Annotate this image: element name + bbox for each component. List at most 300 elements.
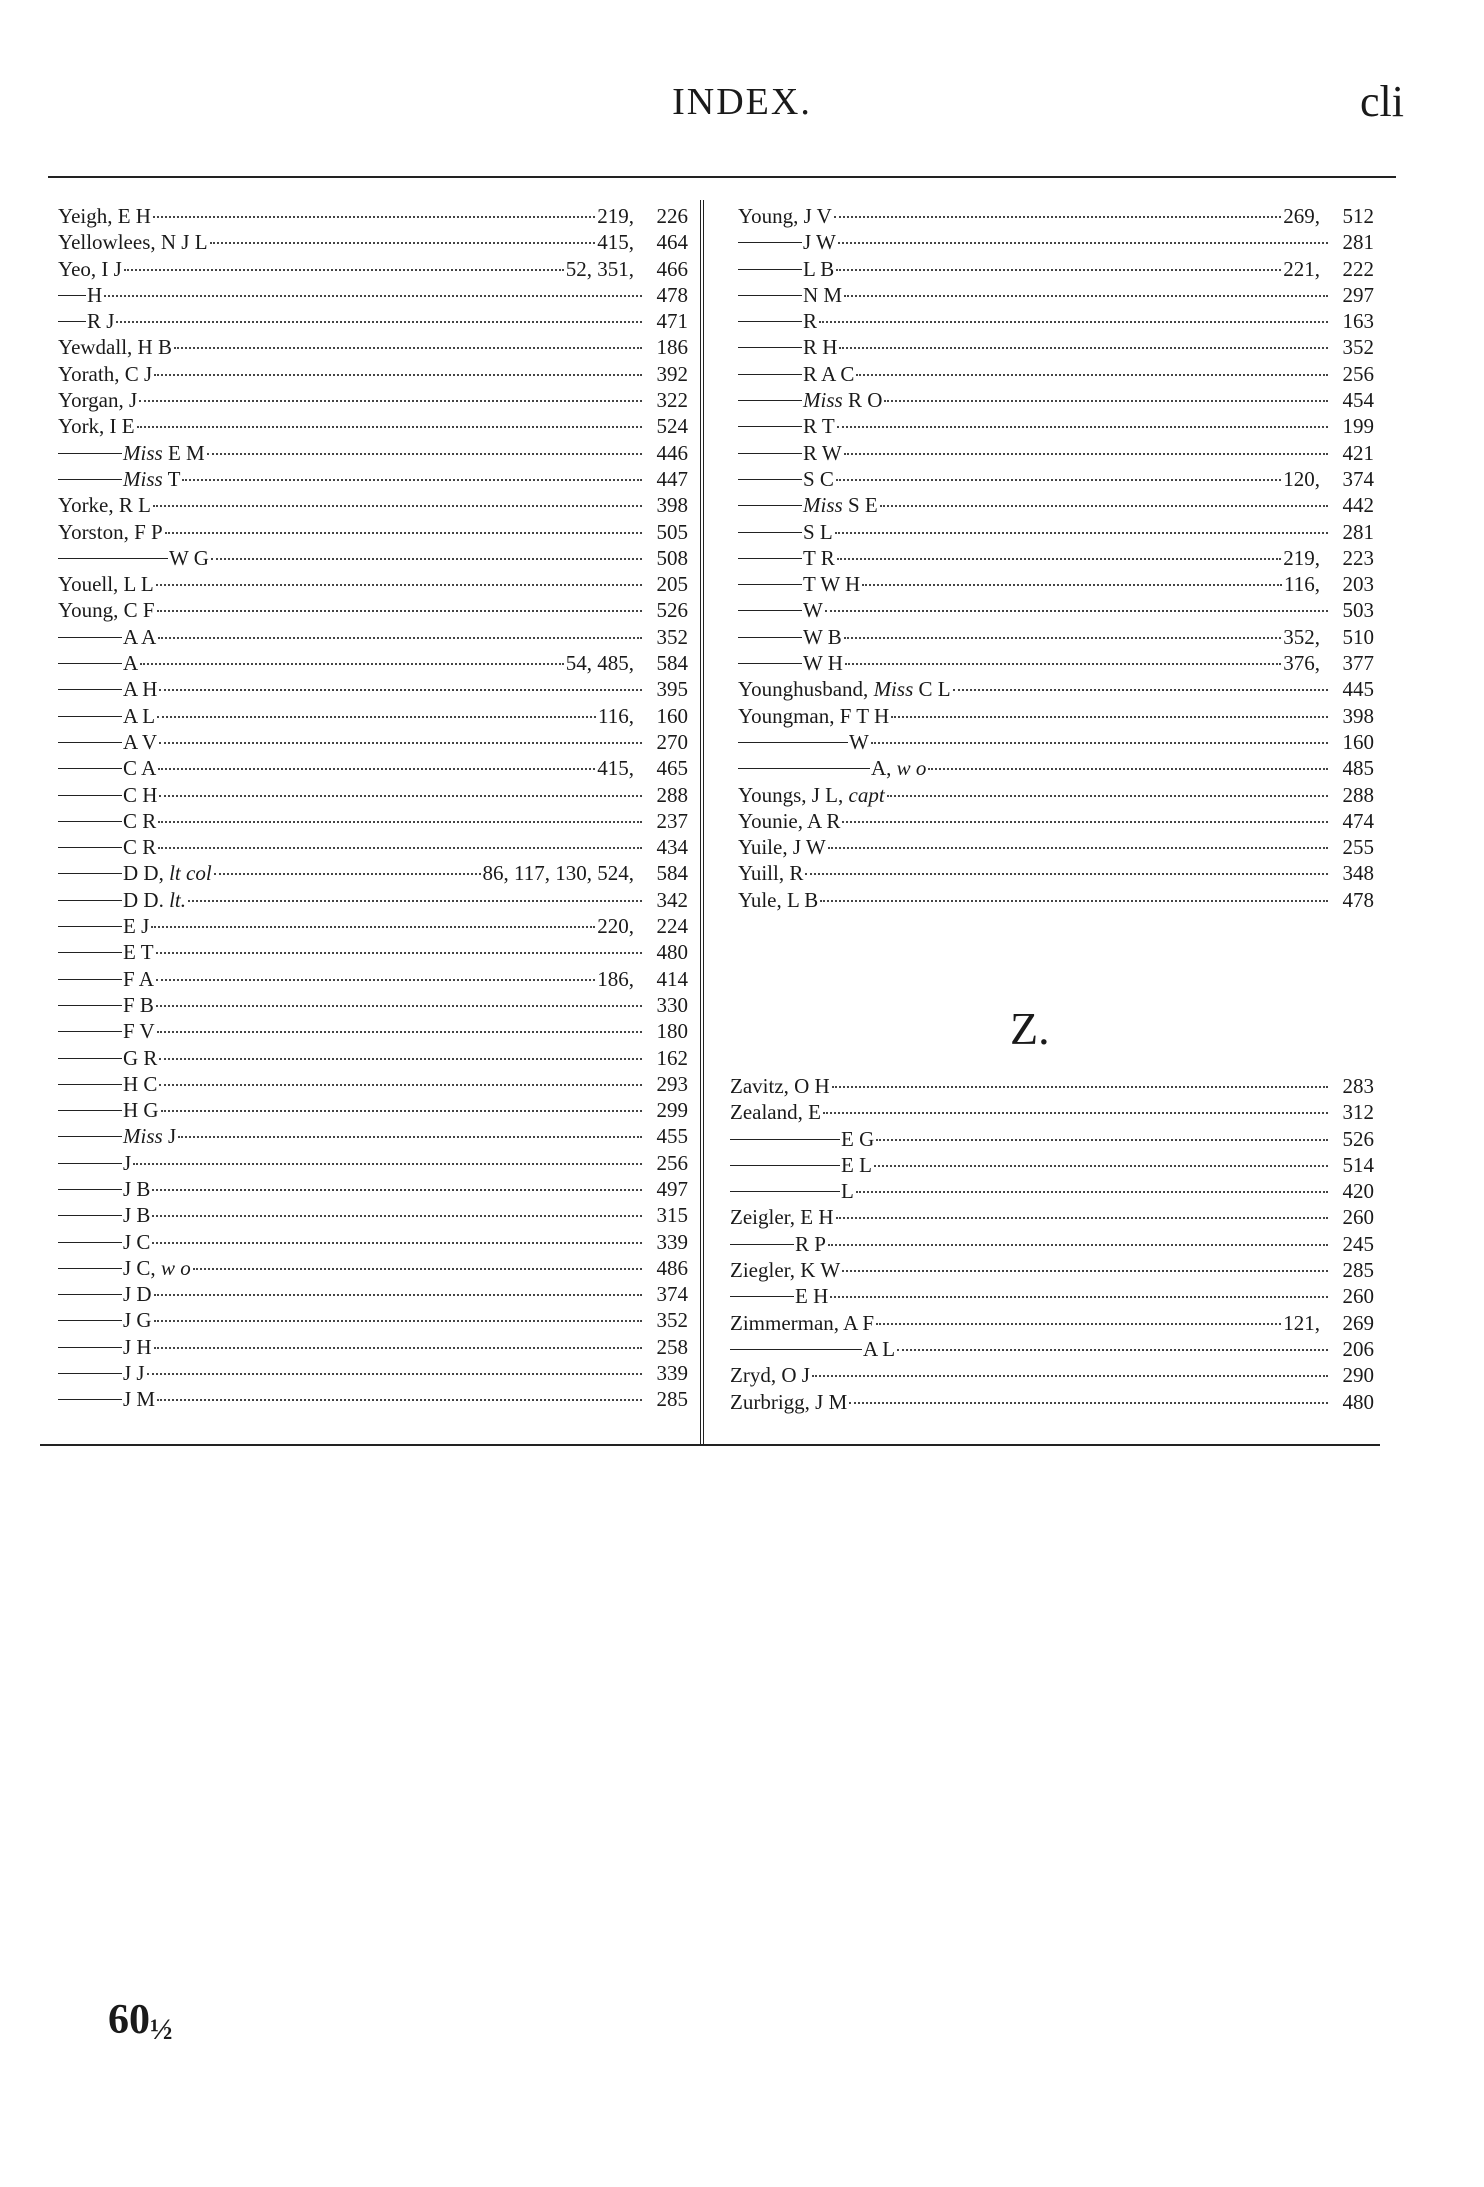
footer-rule (40, 1444, 1380, 1446)
entry-page: 478 (1342, 887, 1374, 912)
dot-leader (159, 689, 642, 691)
entry-pages: 415, (597, 756, 634, 781)
index-entry (58, 1098, 688, 1124)
ditto-dash (58, 1347, 122, 1348)
ditto-dash (738, 742, 848, 743)
dot-leader (837, 558, 1282, 560)
ditto-dash (58, 952, 122, 953)
entry-name-text: D D, (123, 861, 164, 886)
entry-name (123, 1124, 176, 1149)
entry-name (123, 809, 156, 834)
index-entry (58, 414, 688, 440)
index-entry (58, 993, 688, 1019)
index-entry (58, 1282, 688, 1308)
entry-page: 465 (656, 756, 688, 781)
dot-leader (154, 1320, 642, 1322)
index-entry (58, 1019, 688, 1045)
entry-name-text: S C (803, 466, 834, 491)
entry-name (803, 493, 878, 518)
entry-page: 447 (656, 466, 688, 491)
entry-name-text: A L (123, 703, 156, 728)
dot-leader (214, 873, 481, 875)
dot-leader (820, 900, 1328, 902)
entry-name-text: H (87, 282, 103, 307)
index-entry (58, 756, 688, 782)
index-entry (730, 1205, 1374, 1231)
entry-name-text: Zryd, O J (730, 1363, 810, 1388)
dot-leader (876, 1139, 1328, 1141)
entry-name (123, 467, 180, 492)
dot-leader (156, 1005, 642, 1007)
entry-name (730, 1205, 834, 1230)
entry-name (123, 1230, 150, 1255)
entry-name (123, 1046, 157, 1071)
entry-name (803, 651, 843, 676)
entry-name (123, 1361, 145, 1386)
index-entry (58, 1124, 688, 1150)
ditto-dash (58, 453, 122, 454)
entry-name (738, 835, 826, 860)
index-entry (738, 414, 1374, 440)
ditto-dash (738, 453, 802, 454)
entry-page: 285 (1342, 1258, 1374, 1283)
index-entry (58, 809, 688, 835)
ditto-dash (738, 505, 802, 506)
entry-name-text: L (841, 1179, 854, 1204)
entry-page: 163 (1342, 309, 1374, 334)
ditto-dash (58, 768, 122, 769)
entry-name-text: Zurbrigg, J M (730, 1389, 848, 1414)
entry-name (123, 704, 155, 729)
entry-name (123, 1177, 150, 1202)
dot-leader (839, 347, 1328, 349)
dot-leader (876, 1323, 1281, 1325)
entry-page: 584 (656, 651, 688, 676)
ditto-dash (58, 821, 122, 822)
entry-page: 478 (656, 282, 688, 307)
entry-name-text: F V (123, 1019, 155, 1044)
index-entry (738, 625, 1374, 651)
entry-name (123, 677, 157, 702)
entry-page: 290 (1342, 1363, 1374, 1388)
entry-name-text: Yuill, R (738, 861, 804, 886)
ditto-dash (58, 321, 86, 322)
entry-page: 466 (656, 256, 688, 281)
dot-leader (837, 426, 1328, 428)
entry-name (123, 1151, 131, 1176)
dot-leader (812, 1375, 1328, 1377)
entry-name (123, 756, 156, 781)
entry-name (123, 940, 154, 965)
entry-page: 508 (656, 545, 688, 570)
ditto-dash (58, 1268, 122, 1269)
ditto-dash (58, 1163, 122, 1164)
entry-page: 270 (656, 729, 688, 754)
dot-leader (832, 1086, 1328, 1088)
entry-page: 330 (656, 992, 688, 1017)
entry-page: 421 (1342, 440, 1374, 465)
ditto-dash (58, 716, 122, 717)
entry-pages: 219, (597, 204, 634, 228)
page-title: INDEX. (672, 81, 812, 123)
entry-title: Miss (123, 466, 163, 491)
index-entry (58, 283, 688, 309)
entry-page: 377 (1342, 651, 1374, 676)
entry-page: 281 (1342, 519, 1374, 544)
dot-leader (805, 873, 1328, 875)
entry-name (58, 204, 151, 229)
entry-name-text: R T (803, 414, 835, 439)
dot-leader (207, 453, 642, 455)
entry-name-text: E T (123, 940, 154, 965)
entry-page: 281 (1342, 230, 1374, 255)
index-entry (58, 493, 688, 519)
entry-title: Miss (873, 677, 914, 702)
index-entry (738, 309, 1374, 335)
index-entry (738, 651, 1374, 677)
dot-leader (174, 347, 642, 349)
entry-name (123, 1256, 191, 1281)
dot-leader (157, 610, 643, 612)
dot-leader (152, 1242, 642, 1244)
index-entry (738, 835, 1374, 861)
entry-name-text: R W (803, 440, 842, 465)
index-entry (58, 546, 688, 572)
dot-leader (158, 847, 642, 849)
index-entry (730, 1074, 1374, 1100)
entry-page: 512 (1342, 204, 1374, 228)
entry-name-text: Young, J V (738, 204, 832, 228)
entry-name (863, 1337, 895, 1362)
entry-page: 260 (1342, 1284, 1374, 1309)
ditto-dash (738, 479, 802, 480)
entry-name (123, 1387, 155, 1412)
dot-leader (156, 952, 642, 954)
entry-name-text: Yorston, F P (58, 519, 163, 544)
ditto-dash (58, 1189, 122, 1190)
entry-page: 480 (656, 940, 688, 965)
entry-name-text: Zeigler, E H (730, 1205, 834, 1230)
index-entry (58, 204, 688, 230)
dot-leader (188, 900, 642, 902)
dot-leader (856, 1191, 1328, 1193)
dot-leader (165, 532, 642, 534)
dot-leader (157, 1399, 642, 1401)
entry-page: 486 (656, 1255, 688, 1280)
dot-leader (154, 374, 642, 376)
ditto-dash (738, 584, 802, 585)
entry-page: 256 (1342, 361, 1374, 386)
index-entry (58, 467, 688, 493)
entry-name (58, 598, 155, 623)
dot-leader (897, 1349, 1328, 1351)
entry-name-text: D D. (123, 887, 164, 912)
ditto-dash (738, 532, 802, 533)
entry-name-text: York, I E (58, 414, 135, 439)
entry-name-text: C R (123, 808, 157, 833)
entry-page: 398 (656, 493, 688, 518)
entry-page: 398 (1342, 703, 1374, 728)
dot-leader (158, 821, 642, 823)
entry-name (803, 441, 842, 466)
index-entry (58, 1203, 688, 1229)
entry-name-text: S E (847, 493, 878, 518)
entry-page: 160 (1342, 729, 1374, 754)
entry-name-text: J M (123, 1387, 156, 1412)
index-entry (58, 335, 688, 361)
entry-name (738, 861, 803, 886)
entry-name-text: R O (847, 388, 883, 413)
index-entry (738, 441, 1374, 467)
entry-page: 299 (656, 1098, 688, 1123)
dot-leader (158, 768, 595, 770)
entry-name-text: R (803, 309, 818, 334)
entry-name-text: Ziegler, K W (730, 1258, 841, 1283)
dot-leader (823, 1112, 1328, 1114)
entry-name-text: E G (841, 1126, 875, 1151)
index-entry (738, 467, 1374, 493)
entry-name-text: J B (123, 1176, 151, 1201)
entry-name (58, 520, 163, 545)
dot-leader (891, 716, 1328, 718)
index-entry (738, 756, 1374, 782)
dot-leader (825, 610, 1328, 612)
index-entry (730, 1153, 1374, 1179)
entry-name-text: Yorath, C J (58, 361, 153, 386)
entry-page: 205 (656, 572, 688, 597)
entry-name (58, 572, 154, 597)
entry-page: 245 (1342, 1231, 1374, 1256)
ditto-dash (58, 1084, 122, 1085)
index-entry (738, 204, 1374, 230)
entry-suffix: lt. (169, 887, 187, 912)
entry-name-text: Zealand, E (730, 1100, 821, 1125)
dot-leader (137, 426, 642, 428)
entry-pages: 269, (1283, 204, 1320, 228)
entry-page: 223 (1342, 545, 1374, 570)
ditto-dash (58, 1005, 122, 1006)
index-entry (738, 677, 1374, 703)
dot-leader (856, 374, 1328, 376)
entry-page: 526 (1342, 1126, 1374, 1151)
entry-name-text: Younghusband, (738, 677, 869, 702)
entry-name (871, 756, 926, 781)
entry-name (58, 257, 122, 282)
index-entry (58, 388, 688, 414)
entry-name (738, 809, 840, 834)
dot-leader (838, 242, 1328, 244)
entry-name-text: Youell, L L (58, 572, 154, 597)
ditto-dash (58, 1110, 122, 1111)
index-entry (58, 362, 688, 388)
entry-page: 322 (656, 388, 688, 413)
ditto-dash (730, 1165, 840, 1166)
entry-name-text: Yeo, I J (58, 256, 122, 281)
entry-name-text: J C (123, 1229, 151, 1254)
header-rule (48, 176, 1396, 178)
entry-name-text: A L (863, 1336, 896, 1361)
dot-leader (116, 321, 642, 323)
ditto-dash (730, 1191, 840, 1192)
entry-name (841, 1127, 874, 1152)
index-entry (58, 230, 688, 256)
index-entry (730, 1363, 1374, 1389)
dot-leader (104, 295, 642, 297)
entry-name-text: J (123, 1150, 132, 1175)
entry-name-text: J J (123, 1361, 145, 1386)
index-entry (58, 677, 688, 703)
index-entry (58, 1046, 688, 1072)
entry-name (738, 204, 832, 229)
index-entry (58, 309, 688, 335)
entry-pages: 352, (1283, 624, 1320, 649)
index-entry (58, 598, 688, 624)
entry-pages: 120, (1283, 466, 1320, 491)
entry-page: 524 (656, 414, 688, 439)
dot-leader (819, 321, 1328, 323)
entry-name-text: W (803, 598, 823, 623)
entry-name-text: A V (123, 729, 158, 754)
entry-name-text: Yule, L B (738, 887, 819, 912)
index-entry (58, 835, 688, 861)
index-entry (58, 1335, 688, 1361)
dot-leader (834, 216, 1281, 218)
entry-page: 315 (656, 1203, 688, 1228)
entry-name (123, 835, 156, 860)
entry-name (730, 1100, 821, 1125)
entry-name-text: T W H (803, 572, 861, 597)
entry-name (58, 414, 135, 439)
entry-name (169, 546, 209, 571)
entry-name (87, 309, 114, 334)
index-entry (58, 888, 688, 914)
entry-name-text: Youngs, J L, (738, 782, 844, 807)
entry-name-text: C A (123, 756, 157, 781)
entry-name-text: C R (123, 835, 157, 860)
dot-leader (842, 1270, 1328, 1272)
entry-pages: 52, 351, (565, 256, 634, 281)
entry-page: 199 (1342, 414, 1374, 439)
entry-name-text: Young, C F (58, 598, 155, 623)
entry-name (803, 230, 836, 255)
entry-page: 584 (656, 861, 688, 886)
entry-page: 505 (656, 519, 688, 544)
dot-leader (139, 400, 642, 402)
entry-name-text: F B (123, 992, 154, 1017)
entry-name (123, 1019, 155, 1044)
ditto-dash (738, 637, 802, 638)
index-column-right-z (730, 1074, 1374, 1416)
index-entry (58, 1361, 688, 1387)
entry-suffix: w o (896, 756, 927, 781)
index-entry (738, 572, 1374, 598)
column-divider (700, 200, 704, 1445)
index-entry (730, 1284, 1374, 1310)
index-entry (738, 493, 1374, 519)
dot-leader (849, 1402, 1328, 1404)
entry-name-text: S L (803, 519, 833, 544)
index-entry (58, 572, 688, 598)
entry-name-text: W (849, 729, 869, 754)
entry-name (123, 1308, 152, 1333)
ditto-dash (58, 689, 122, 690)
entry-name-text: E M (167, 440, 205, 465)
ditto-dash (738, 242, 802, 243)
entry-pages: 86, 117, 130, 524, (482, 861, 634, 886)
ditto-dash (58, 1136, 122, 1137)
entry-page: 288 (656, 782, 688, 807)
dot-leader (842, 821, 1328, 823)
index-entry (58, 1308, 688, 1334)
entry-page: 312 (1342, 1100, 1374, 1125)
entry-page: 224 (656, 914, 688, 939)
entry-name-text: E L (841, 1152, 872, 1177)
ditto-dash (738, 321, 802, 322)
index-entry (738, 283, 1374, 309)
ditto-dash (58, 1320, 122, 1321)
entry-name (841, 1153, 872, 1178)
dot-leader (152, 1189, 642, 1191)
index-entry (738, 888, 1374, 914)
index-entry (738, 230, 1374, 256)
entry-name (730, 1074, 830, 1099)
entry-name-text: R H (803, 335, 838, 360)
ditto-dash (730, 1244, 794, 1245)
ditto-dash (738, 426, 802, 427)
entry-name (730, 1363, 810, 1388)
index-entry (730, 1232, 1374, 1258)
entry-pages: 221, (1283, 256, 1320, 281)
index-entry (730, 1127, 1374, 1153)
index-entry (738, 598, 1374, 624)
entry-page: 206 (1342, 1336, 1374, 1361)
ditto-dash (58, 873, 122, 874)
entry-page: 497 (656, 1176, 688, 1201)
entry-page: 288 (1342, 782, 1374, 807)
dot-leader (151, 926, 595, 928)
entry-name (123, 651, 138, 676)
index-entry (730, 1390, 1374, 1416)
entry-name-text: Youngman, F T H (738, 703, 890, 728)
entry-name-text: J (167, 1124, 177, 1149)
ditto-dash (738, 558, 802, 559)
entry-name-text: C H (123, 782, 158, 807)
dot-leader (862, 584, 1282, 586)
index-entry (58, 441, 688, 467)
dot-leader (835, 532, 1328, 534)
entry-page: 395 (656, 677, 688, 702)
ditto-dash (58, 1399, 122, 1400)
dot-leader (844, 453, 1328, 455)
entry-page: 374 (1342, 466, 1374, 491)
entry-name-text: J B (123, 1203, 151, 1228)
entry-name-text: Yorgan, J (58, 388, 138, 413)
dot-leader (887, 795, 1328, 797)
entry-name (730, 1390, 847, 1415)
entry-name (123, 993, 154, 1018)
index-entry (730, 1100, 1374, 1126)
dot-leader (828, 1244, 1328, 1246)
entry-name-text: R P (795, 1231, 826, 1256)
entry-name (803, 414, 835, 439)
entry-name (123, 967, 154, 992)
index-entry (58, 861, 688, 887)
entry-name (803, 520, 833, 545)
entry-name (738, 677, 951, 702)
entry-page: 420 (1342, 1179, 1374, 1204)
entry-page: 203 (1342, 572, 1374, 597)
entry-page: 226 (656, 204, 688, 228)
